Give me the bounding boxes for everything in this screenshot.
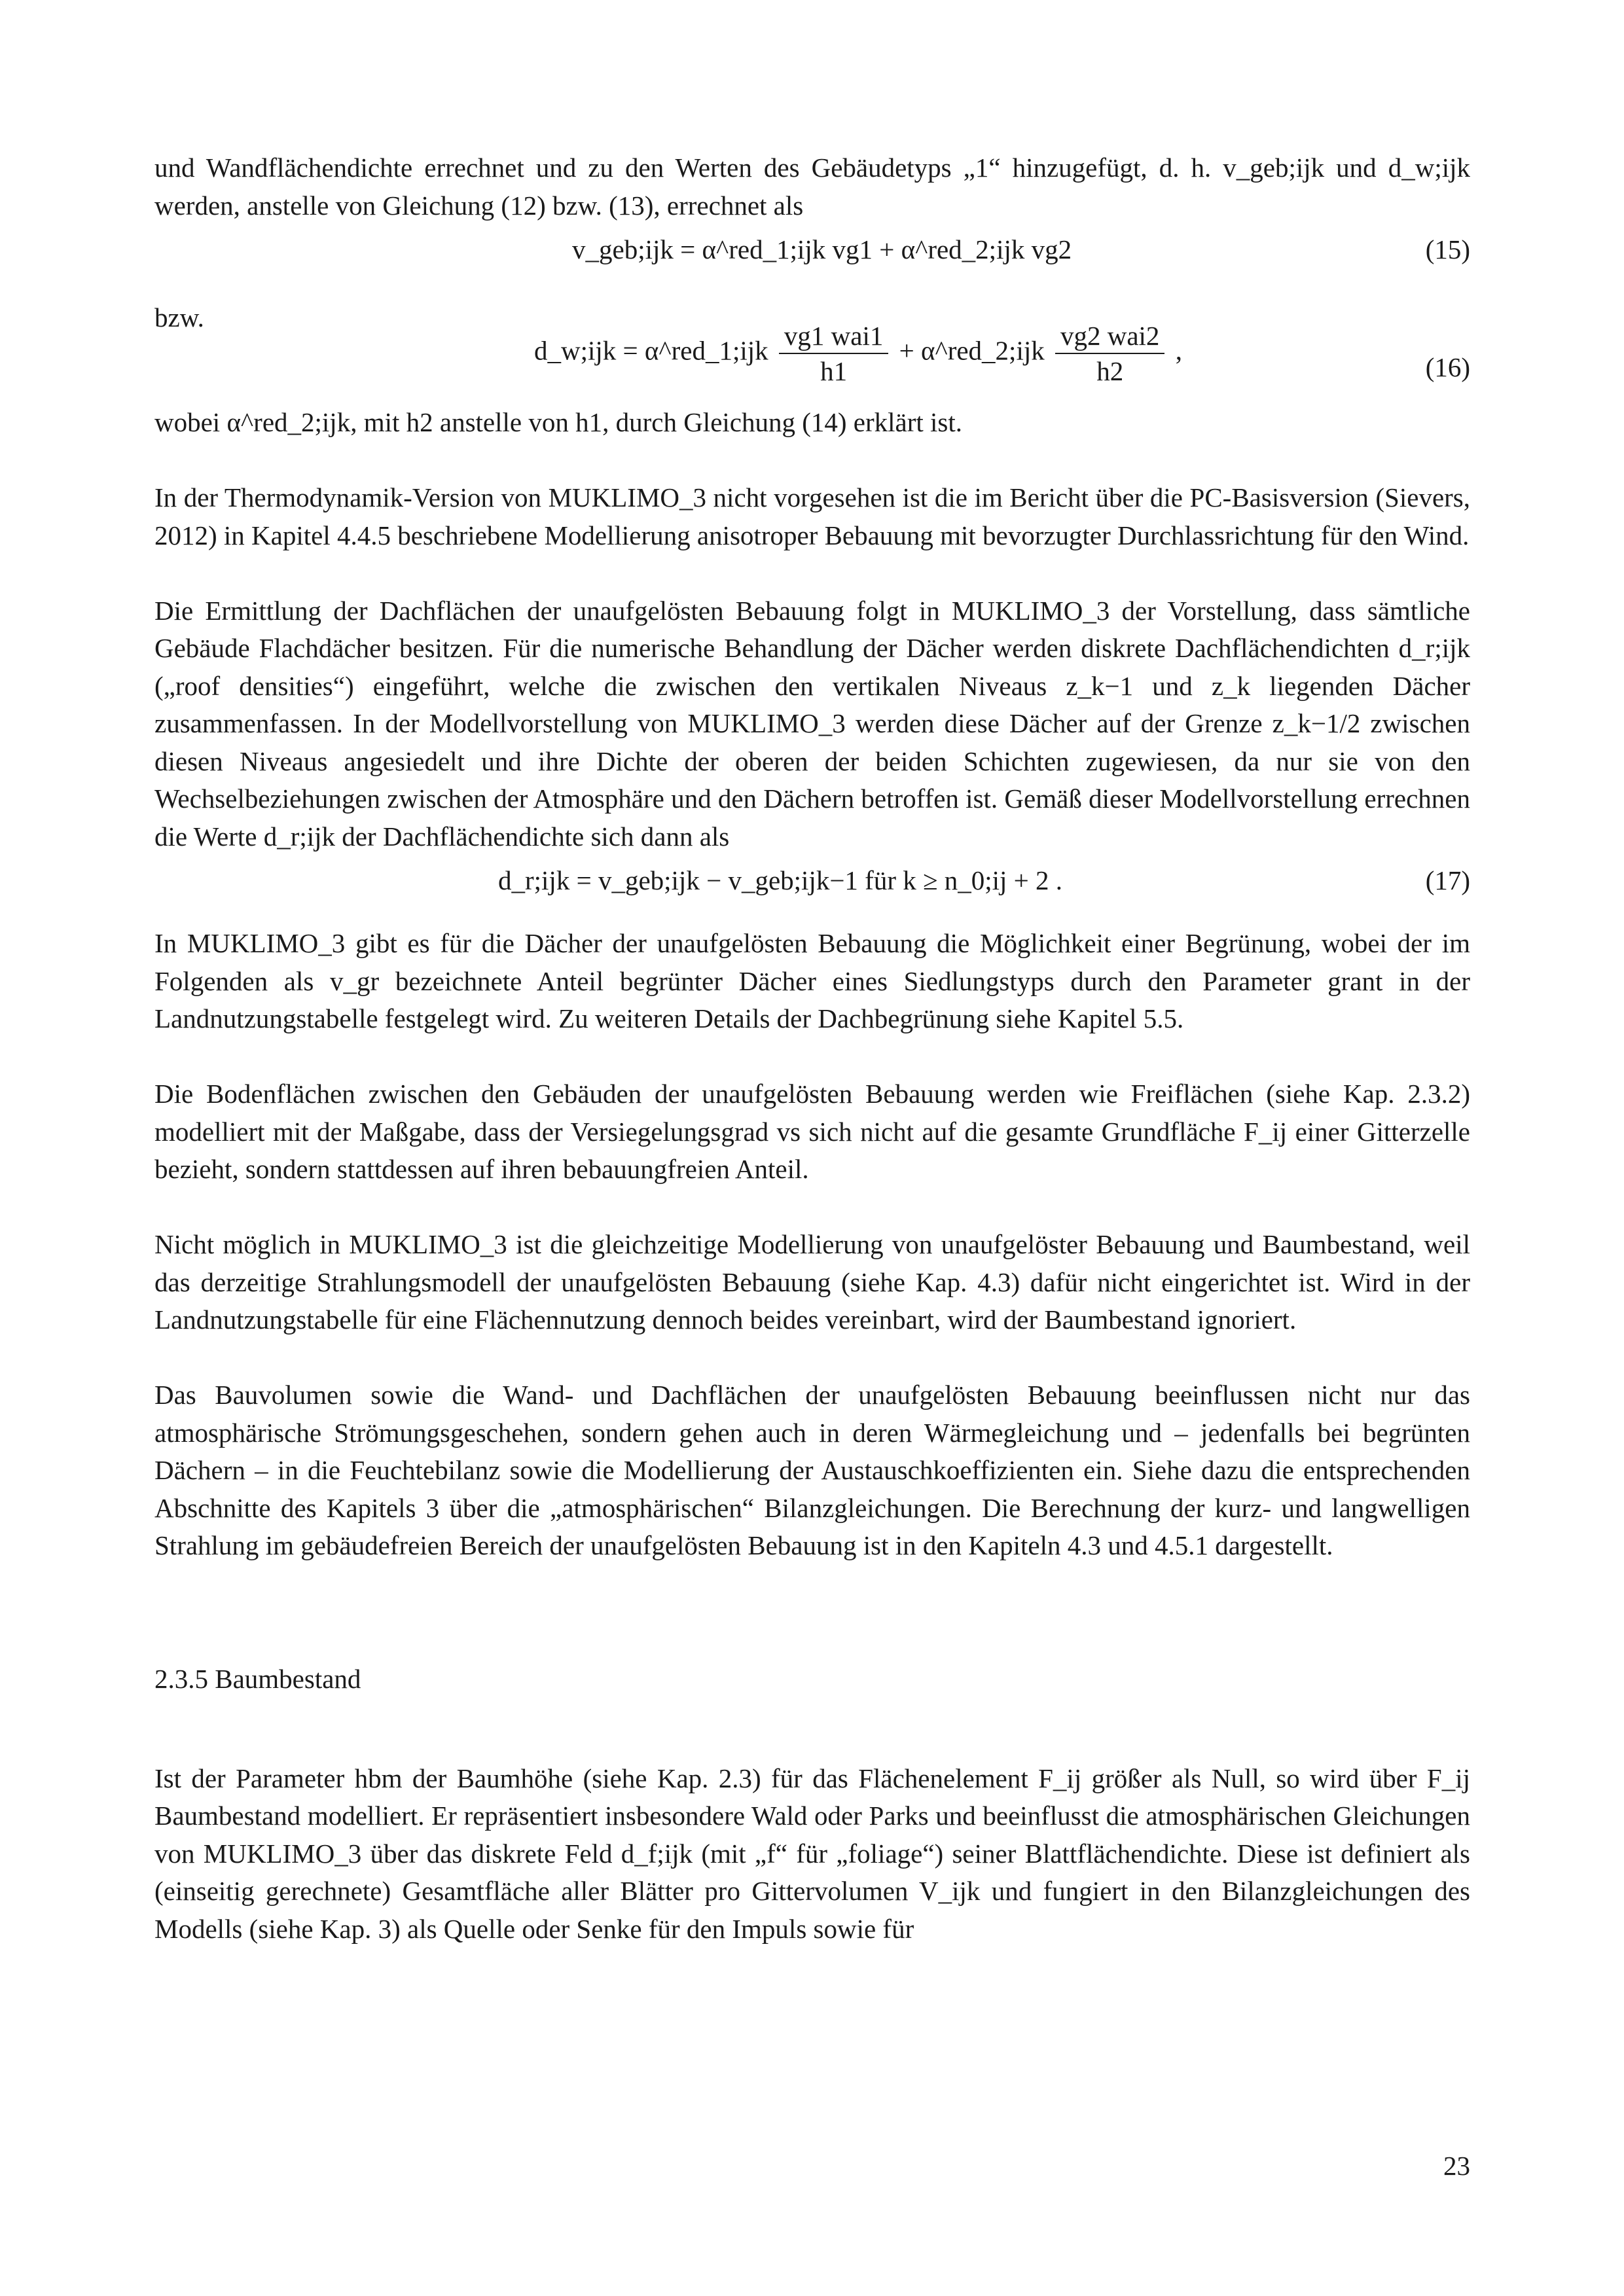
- equation-16-lhs: d_w;ijk = α^red_1;ijk: [534, 335, 768, 366]
- equation-16-fraction-2: [1055, 319, 1164, 388]
- paragraph-0: und Wandflächendichte errechnet und zu den Werten des Gebäudetyps „1“ hinzugefügt, d. h. v_geb;ijk und d_w;ijk werden, anstelle von Gleichung (12) bzw. (13), errechnet als: [154, 152, 1470, 221]
- text-bzw: bzw.: [154, 302, 204, 332]
- equation-16: [534, 319, 1182, 388]
- fraction-1-denominator: h1: [820, 356, 848, 386]
- paragraph-3: Die Ermittlung der Dachflächen der unaufgelösten Bebauung folgt in MUKLIMO_3 der Vorstellung, dass sämtliche Gebäude Flachdächer besitzen. Für die numerische Behandlung der Dächer werden diskrete Dachflächendichten d_r;ijk („roof densities“) eingeführt, welche die zwischen den vertikalen Niveaus z_k−1 und z_k liegenden Dächer zusammenfassen. In der Modellvorstellung von MUKLIMO_3 werden diese Dächer auf der Grenze z_k−1/2 zwischen diesen Niveaus angesiedelt und ihre Dichte der oberen der beiden Schichten zugewiesen, da nur sie von den Wechselbeziehungen zwischen der Atmosphäre und den Dächern betroffen ist. Gemäß dieser Modellvorstellung errechnen die Werte d_r;ijk der Dachflächendichte sich dann als: [154, 595, 1470, 852]
- equation-15-number: (15): [1425, 234, 1470, 264]
- fraction-2-denominator: h2: [1096, 356, 1124, 386]
- equation-17-number: (17): [1425, 865, 1470, 895]
- equation-16-block: [154, 299, 1470, 404]
- equation-16-fraction-1: [779, 319, 888, 388]
- paragraph-4: In MUKLIMO_3 gibt es für die Dächer der unaufgelösten Bebauung die Möglichkeit einer Begrünung, wobei der im Folgenden als v_gr bezeichnete Anteil begrünter Dächer eines Siedlungstyps durch den Parameter grant in der Landnutzungstabelle festgelegt wird. Zu weiteren Details der Dachbegrünung siehe Kapitel 5.5.: [154, 928, 1470, 1033]
- section-heading: 2.3.5 Baumbestand: [154, 1663, 361, 1694]
- fraction-2-numerator: vg2 wai2: [1055, 319, 1164, 354]
- fraction-1-numerator: vg1 wai1: [779, 319, 888, 354]
- equation-16-end: ,: [1175, 335, 1182, 366]
- equation-17-body: d_r;ijk = v_geb;ijk − v_geb;ijk−1 für k ≥ n_0;ij + 2 .: [498, 865, 1063, 895]
- page-body: [154, 149, 1470, 1948]
- paragraph-7: Das Bauvolumen sowie die Wand- und Dachflächen der unaufgelösten Bebauung beeinflussen nicht nur das atmosphärische Strömungsgeschehen, sondern gehen auch in deren Wärmegleichung und – jedenfalls bei begrünten Dächern – in die Feuchtebilanz sowie die Modellierung der Austauschkoeffizienten ein. Siehe dazu die entsprechenden Abschnitte des Kapitels 3 über die „atmosphärischen“ Bilanzgleichungen. Die Berechnung der kurz- und langwelligen Strahlung im gebäudefreien Bereich der unaufgelösten Bebauung ist in den Kapiteln 4.3 und 4.5.1 dargestellt.: [154, 1380, 1470, 1560]
- paragraph-6: Nicht möglich in MUKLIMO_3 ist die gleichzeitige Modellierung von unaufgelöster Bebauung und Baumbestand, weil das derzeitige Strahlungsmodell der unaufgelösten Bebauung (siehe Kap. 4.3) dafür nicht eingerichtet ist. Wird in der Landnutzungstabelle für eine Flächennutzung dennoch beides vereinbart, wird der Baumbestand ignoriert.: [154, 1229, 1470, 1335]
- equation-16-middle: + α^red_2;ijk: [899, 335, 1045, 366]
- paragraph-1: wobei α^red_2;ijk, mit h2 anstelle von h1, durch Gleichung (14) erklärt ist.: [154, 407, 963, 437]
- equation-16-number: (16): [1425, 352, 1470, 382]
- equation-15-body: v_geb;ijk = α^red_1;ijk vg1 + α^red_2;ijk vg2: [572, 234, 1072, 264]
- paragraph-5: Die Bodenflächen zwischen den Gebäuden der unaufgelösten Bebauung werden wie Freiflächen (siehe Kap. 2.3.2) modelliert mit der Maßgabe, dass der Versiegelungsgrad vs sich nicht auf die gesamte Grundfläche F_ij einer Gitterzelle bezieht, sondern stattdessen auf ihren bebauungfreien Anteil.: [154, 1079, 1470, 1184]
- equation-15: [154, 234, 1470, 299]
- equation-17: [154, 865, 1470, 925]
- paragraph-8: Ist der Parameter hbm der Baumhöhe (siehe Kap. 2.3) für das Flächenelement F_ij größer als Null, so wird über F_ij Baumbestand modelliert. Er repräsentiert insbesondere Wald oder Parks und beeinflusst die atmosphärischen Gleichungen von MUKLIMO_3 über das diskrete Feld d_f;ijk (mit „f“ für „foliage“) seiner Blattflächendichte. Diese ist definiert als (einseitig gerechnete) Gesamtfläche aller Blätter pro Gittervolumen V_ijk und fungiert in den Bilanzgleichungen des Modells (siehe Kap. 3) als Quelle oder Senke für den Impuls sowie für: [154, 1763, 1470, 1944]
- page-number: 23: [1443, 2151, 1470, 2181]
- paragraph-2: In der Thermodynamik-Version von MUKLIMO_3 nicht vorgesehen ist die im Bericht über die PC-Basisversion (Sievers, 2012) in Kapitel 4.4.5 beschriebene Modellierung anisotroper Bebauung mit bevorzugter Durchlassrichtung für den Wind.: [154, 482, 1470, 550]
